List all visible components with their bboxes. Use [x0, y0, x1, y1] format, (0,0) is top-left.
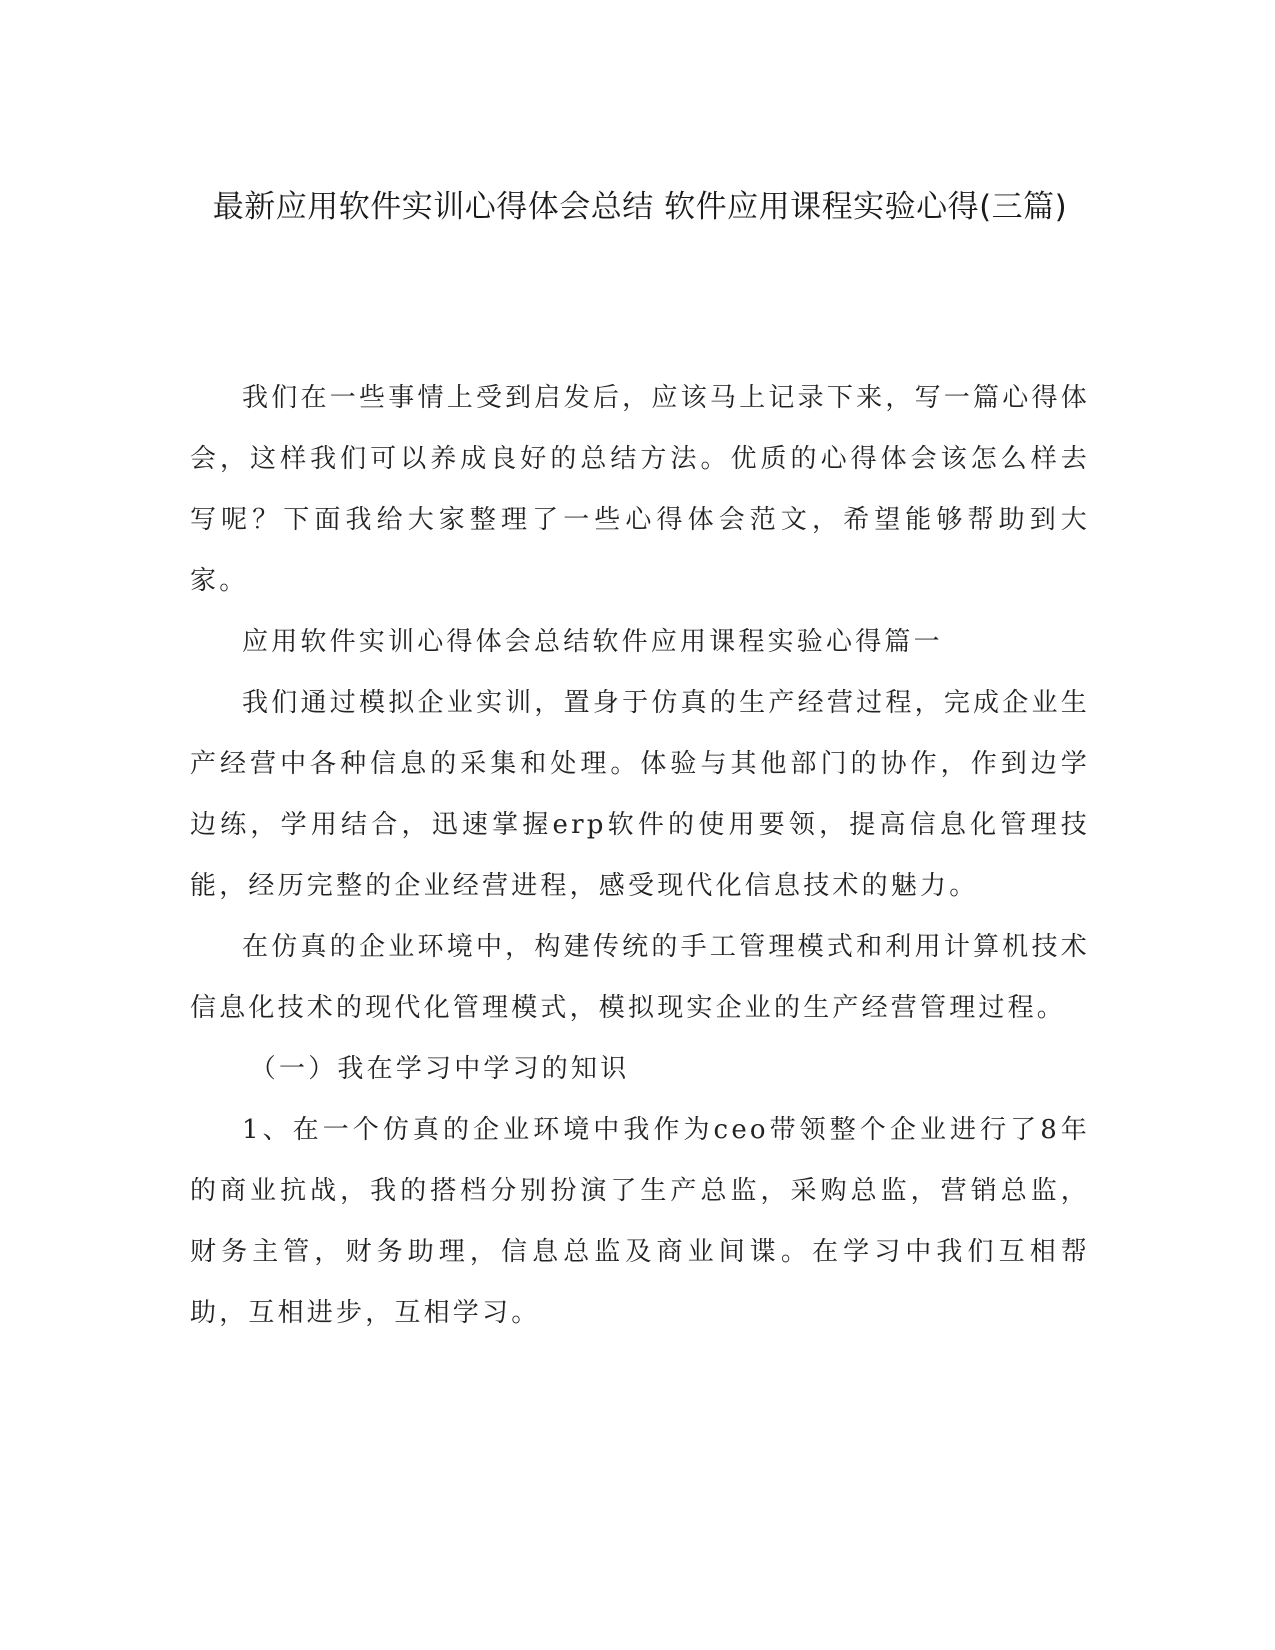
body-paragraph: 在仿真的企业环境中，构建传统的手工管理模式和利用计算机技术信息化技术的现代化管理模式，模拟现实企业的生产经营管理过程。 [190, 932, 1090, 1023]
section-heading: 应用软件实训心得体会总结软件应用课程实验心得篇一 [242, 627, 943, 657]
body-paragraph: 我们通过模拟企业实训，置身于仿真的生产经营过程，完成企业生产经营中各种信息的采集和处理。体验与其他部门的协作，作到边学边练，学用结合，迅速掌握erp软件的使用要领，提高信息化管理技能，经历完整的企业经营进程，感受现代化信息技术的魅力。 [190, 688, 1090, 901]
intro-paragraph: 我们在一些事情上受到启发后，应该马上记录下来，写一篇心得体会，这样我们可以养成良好的总结方法。优质的心得体会该怎么样去写呢？下面我给大家整理了一些心得体会范文，希望能够帮助到大家。 [190, 383, 1090, 596]
document-body [190, 368, 1090, 1344]
document-title: 最新应用软件实训心得体会总结 软件应用课程实验心得(三篇) [212, 189, 1068, 225]
body-paragraph: 1、在一个仿真的企业环境中我作为ceo带领整个企业进行了8年的商业抗战，我的搭档分别扮演了生产总监，采购总监，营销总监，财务主管，财务助理，信息总监及商业间谍。在学习中我们互相帮助，互相进步，互相学习。 [190, 1115, 1090, 1328]
subsection-heading: （一）我在学习中学习的知识 [249, 1054, 630, 1084]
